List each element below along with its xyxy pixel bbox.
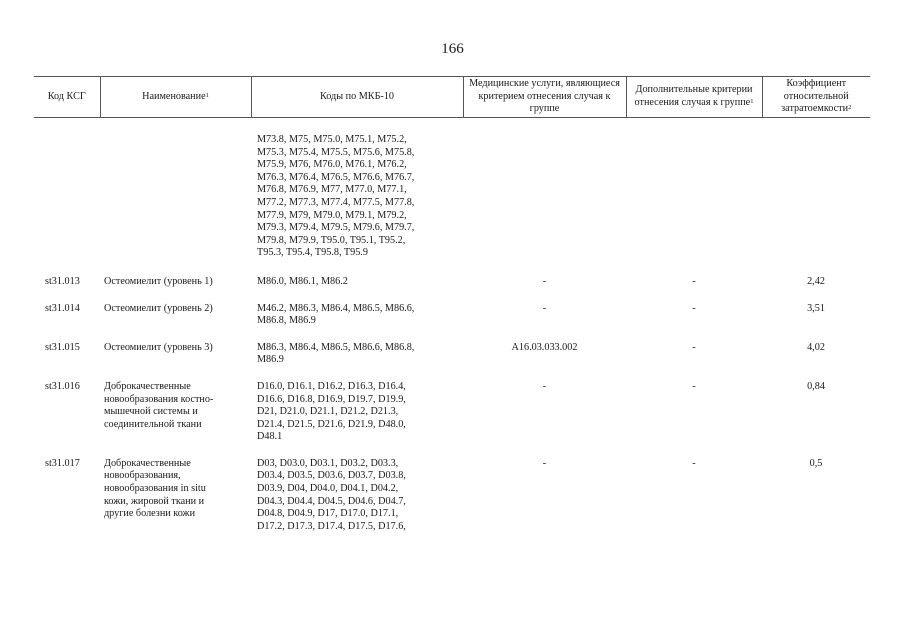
- mkb-codes-line: M86.3, M86.4, M86.5, M86.6, M86.8,: [257, 341, 415, 353]
- name-line: Доброкачественные: [104, 457, 191, 469]
- name-line: Остеомиелит (уровень 2): [104, 302, 213, 314]
- cell-criteria: -: [692, 341, 696, 353]
- mkb-codes-line: D16.0, D16.1, D16.2, D16.3, D16.4,: [257, 380, 406, 392]
- mkb-codes-line: M86.8, M86.9: [257, 315, 316, 327]
- name-line: кожи, жировой ткани и: [104, 495, 205, 507]
- name-line: соединительной ткани: [104, 418, 202, 430]
- header-code: Код КСГ: [34, 77, 100, 118]
- header-criteria: Дополнительные критерии отнесения случая к группе$^1$: [626, 77, 762, 118]
- cell-code: st31.015: [45, 341, 80, 353]
- name-line: Остеомиелит (уровень 1): [104, 275, 213, 287]
- cell-code: st31.017: [45, 457, 80, 469]
- cell-name: [100, 381, 251, 458]
- cell-services: A16.03.033.002: [511, 341, 578, 353]
- cell-mkb: [251, 381, 463, 458]
- cell-services: -: [542, 380, 547, 392]
- mkb-codes-line: D16.6, D16.8, D16.9, D19.7, D19.9,: [257, 393, 406, 405]
- cell-criteria: -: [692, 302, 696, 314]
- mkb-codes-line: D03.9, D04, D04.0, D04.1, D04.2,: [257, 483, 399, 495]
- table-row: [34, 458, 870, 548]
- table-header-row: [34, 77, 870, 118]
- mkb-codes-line: D04.3, D04.4, D04.5, D04.6, D04.7,: [257, 495, 406, 507]
- cell-services: -: [542, 275, 547, 287]
- name-line: Доброкачественные: [104, 380, 191, 392]
- cell-criteria: -: [692, 457, 696, 469]
- table-row: [34, 276, 870, 303]
- cell-code: [34, 118, 100, 276]
- ksg-table: [34, 76, 870, 547]
- mkb-codes-line: D48.1: [257, 431, 283, 443]
- mkb-codes-line: M76.3, M76.4, M76.5, M76.6, M76.7,: [257, 171, 415, 183]
- header-coefficient: Коэффициент относительной затратоемкости$^2$: [762, 77, 870, 118]
- table-row: [34, 381, 870, 458]
- name-line: новообразования костно-: [104, 393, 214, 405]
- table-row: [34, 303, 870, 342]
- name-line: новообразования in situ: [104, 483, 206, 495]
- mkb-codes-line: M86.9: [257, 354, 284, 366]
- name-line: мышечной системы и: [104, 406, 198, 418]
- name-line: другие болезни кожи: [104, 508, 196, 520]
- cell-code: st31.013: [45, 275, 80, 287]
- mkb-codes-line: D21.4, D21.5, D21.6, D21.9, D48.0,: [257, 418, 406, 430]
- cell-mkb: [251, 276, 463, 303]
- cell-coefficient: 4,02: [807, 341, 825, 353]
- cell-mkb: [251, 118, 463, 276]
- table-row: [34, 342, 870, 381]
- mkb-codes-line: M77.9, M79, M79.0, M79.1, M79.2,: [257, 209, 407, 221]
- mkb-codes-line: M75.9, M76, M76.0, M76.1, M76.2,: [257, 159, 407, 171]
- cell-name: [100, 276, 251, 303]
- cell-coefficient: 0,84: [807, 380, 825, 392]
- cell-coefficient: [762, 118, 870, 276]
- table-row-continuation: [34, 118, 870, 276]
- footnote-mark: 2: [848, 104, 852, 112]
- header-mkb: Коды по МКБ-10: [251, 77, 463, 118]
- header-name: Наименование$^1$: [100, 77, 251, 118]
- cell-criteria: -: [692, 275, 696, 287]
- cell-services: -: [542, 302, 547, 314]
- cell-coefficient: 3,51: [807, 302, 825, 314]
- mkb-codes-line: M79.8, M79.9, T95.0, T95.1, T95.2,: [257, 234, 406, 246]
- cell-services: -: [542, 457, 547, 469]
- cell-services: [463, 118, 626, 276]
- mkb-codes-line: M76.8, M76.9, M77, M77.0, M77.1,: [257, 184, 407, 196]
- cell-coefficient: 0,5: [809, 457, 823, 469]
- name-line: новообразования,: [104, 470, 181, 482]
- footnote-mark: 1: [750, 98, 754, 105]
- mkb-codes-line: M75.3, M75.4, M75.5, M75.6, M75.8,: [257, 146, 415, 158]
- cell-code: st31.014: [45, 302, 80, 314]
- cell-mkb: [251, 303, 463, 342]
- mkb-codes-line: M73.8, M75, M75.0, M75.1, M75.2,: [257, 134, 407, 145]
- mkb-codes-line: M86.0, M86.1, M86.2: [257, 275, 348, 287]
- name-line: Остеомиелит (уровень 3): [104, 341, 213, 353]
- header-services: Медицинские услуги, являющиеся критерием отнесения случая к группе: [463, 77, 626, 118]
- mkb-codes-line: D03.4, D03.5, D03.6, D03.7, D03.8,: [257, 470, 406, 482]
- cell-coefficient: 2,42: [807, 275, 825, 287]
- mkb-codes-line: D17.2, D17.3, D17.4, D17.5, D17.6,: [257, 520, 406, 532]
- mkb-codes-line: D03, D03.0, D03.1, D03.2, D03.3,: [257, 457, 399, 469]
- mkb-codes-line: M79.3, M79.4, M79.5, M79.6, M79.7,: [257, 222, 415, 234]
- cell-criteria: -: [692, 380, 696, 392]
- page-number: 166: [441, 41, 464, 57]
- cell-name: [100, 458, 251, 548]
- cell-mkb: [251, 458, 463, 548]
- footnote-mark: 1: [205, 91, 209, 99]
- cell-name: [100, 342, 251, 381]
- mkb-codes-line: M77.2, M77.3, M77.4, M77.5, M77.8,: [257, 196, 415, 208]
- mkb-codes-line: D04.8, D04.9, D17, D17.0, D17.1,: [257, 508, 399, 520]
- cell-name: [100, 118, 251, 276]
- cell-name: [100, 303, 251, 342]
- cell-mkb: [251, 342, 463, 381]
- mkb-codes-line: T95.3, T95.4, T95.8, T95.9: [257, 247, 368, 259]
- mkb-codes-line: D21, D21.0, D21.1, D21.2, D21.3,: [257, 406, 399, 418]
- cell-code: st31.016: [45, 380, 80, 392]
- mkb-codes-line: M46.2, M86.3, M86.4, M86.5, M86.6,: [257, 302, 415, 314]
- cell-criteria: [626, 118, 762, 276]
